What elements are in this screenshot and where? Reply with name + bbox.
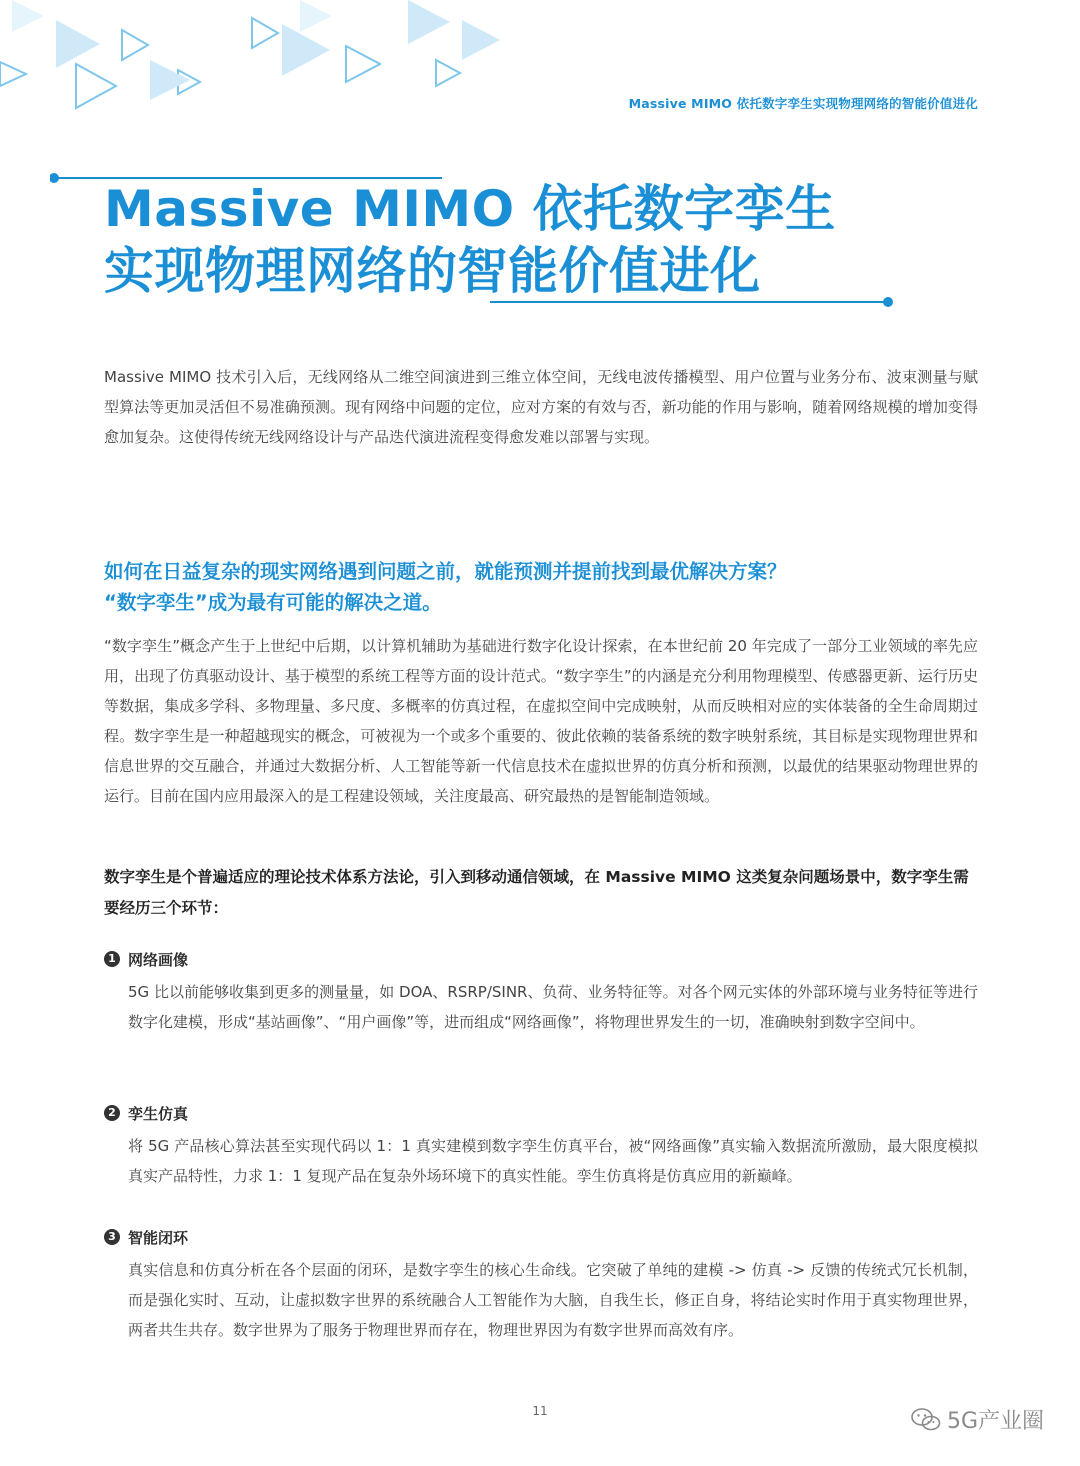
page-number: 11 xyxy=(532,1404,548,1418)
watermark xyxy=(911,1404,1044,1435)
section-question: 如何在日益复杂的现实网络遇到问题之前，就能预测并提前找到最优解决方案？ xyxy=(104,560,787,583)
step-title: 智能闭环 xyxy=(128,1228,189,1247)
wechat-icon xyxy=(911,1407,941,1433)
intro-paragraph: Massive MIMO 技术引入后，无线网络从二维空间演进到三维立体空间，无线电波传播模型、用户位置与业务分布、波束测量与赋型算法等更加灵活但不易准确预测。现有网络中问题的定位，应对方案的有效与否，新功能的作用与影响，随着网络规模的增加变得愈加复杂。这使得传统无线网络设计与产品迭代演进流程变得愈发难以部署与实现。 xyxy=(104,368,978,446)
title-line-2: 实现物理网络的智能价值进化 xyxy=(104,242,761,300)
step-number-badge: 2 xyxy=(104,1105,120,1121)
section-heading xyxy=(104,556,787,618)
section-answer: “数字孪生”成为最有可能的解决之道。 xyxy=(104,591,442,614)
step-number-badge: 1 xyxy=(104,951,120,967)
step-twin-simulation xyxy=(104,1101,978,1191)
step-title: 网络画像 xyxy=(128,950,189,969)
step-body: 真实信息和仿真分析在各个层面的闭环，是数字孪生的核心生命线。它突破了单纯的建模 -> 仿真 -> 反馈的传统式冗长机制，而是强化实时、互动，让虚拟数字世界的系统融合人工智能作为大脑，自我生长，修正自身，将结论实时作用于真实物理世界，两者共生共存。数字世界为了服务于物理世界而存在，物理世界因为有数字世界而高效有序。 xyxy=(128,1261,978,1339)
three-steps-lead: 数字孪生是个普遍适应的理论技术体系方法论，引入到移动通信领域，在 Massive MIMO 这类复杂问题场景中，数字孪生需要经历三个环节： xyxy=(104,868,969,917)
step-network-portrait xyxy=(104,947,978,1037)
watermark-text: 5G产业圈 xyxy=(946,1409,1044,1434)
title-line-1: Massive MIMO 依托数字孪生 xyxy=(104,180,836,238)
step-number-badge: 3 xyxy=(104,1229,120,1245)
digital-twin-definition: “数字孪生”概念产生于上世纪中后期，以计算机辅助为基础进行数字化设计探索，在本世纪前 20 年完成了一部分工业领域的率先应用，出现了仿真驱动设计、基于模型的系统工程等方面的设计范式。“数字孪生”的内涵是充分利用物理模型、传感器更新、运行历史等数据，集成多学科、多物理量、多尺度、多概率的仿真过程，在虚拟空间中完成映射，从而反映相对应的实体装备的全生命周期过程。数字孪生是一种超越现实的概念，可被视为一个或多个重要的、彼此依赖的装备系统的数字映射系统，其目标是实现物理世界和信息世界的交互融合，并通过大数据分析、人工智能等新一代信息技术在虚拟世界的仿真分析和预测，以最优的结果驱动物理世界的运行。目前在国内应用最深入的是工程建设领域，关注度最高、研究最热的是智能制造领域。 xyxy=(104,637,978,805)
step-intelligent-loop xyxy=(104,1225,978,1345)
triangle-decoration-icon xyxy=(0,0,520,130)
step-body: 5G 比以前能够收集到更多的测量量，如 DOA、RSRP/SINR、负荷、业务特征等。对各个网元实体的外部环境与业务特征等进行数字化建模，形成“基站画像”、“用户画像”等，进而组成“网络画像”，将物理世界发生的一切，准确映射到数字空间中。 xyxy=(128,983,978,1031)
page-title xyxy=(104,178,836,302)
step-title: 孪生仿真 xyxy=(128,1104,189,1123)
running-header: Massive MIMO 依托数字孪生实现物理网络的智能价值进化 xyxy=(628,96,978,111)
step-body: 将 5G 产品核心算法甚至实现代码以 1：1 真实建模到数字孪生仿真平台，被“网络画像”真实输入数据流所激励，最大限度模拟真实产品特性，力求 1：1 复现产品在复杂外场环境下的真实性能。孪生仿真将是仿真应用的新巅峰。 xyxy=(128,1137,978,1185)
